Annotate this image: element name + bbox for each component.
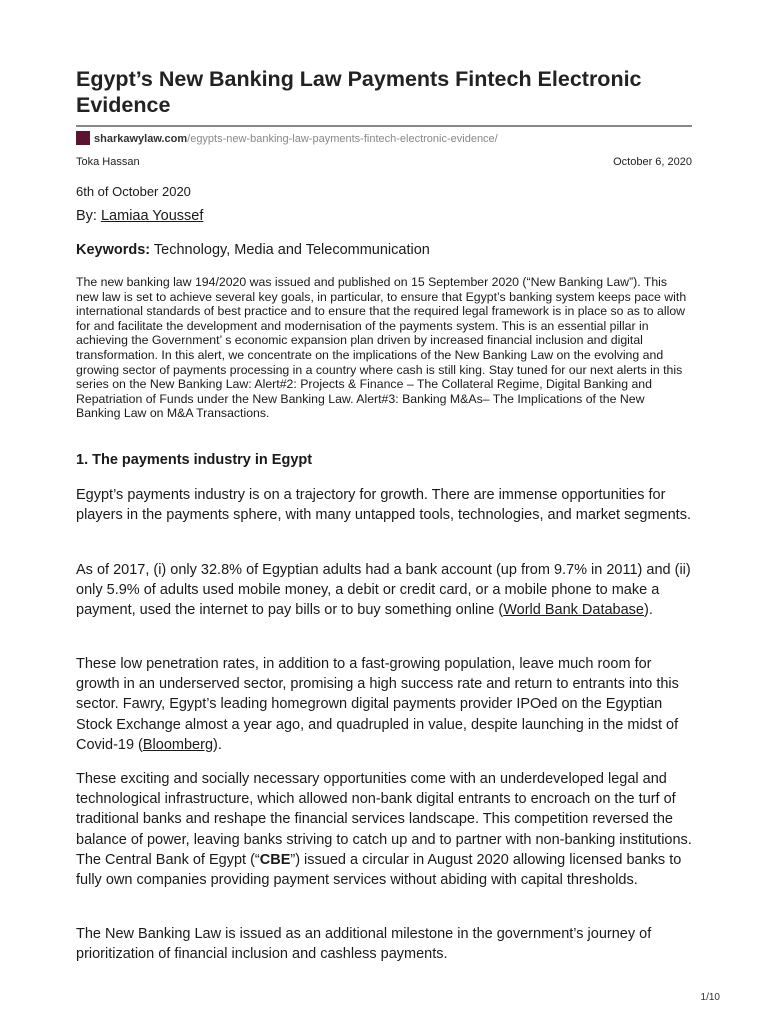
paragraph-2-end: ). [643, 602, 653, 619]
keywords-line [76, 240, 430, 260]
page-number: 1/10 [700, 992, 720, 1003]
world-bank-link[interactable]: World Bank Database [503, 602, 644, 619]
cbe-abbreviation: CBE [259, 851, 291, 868]
paragraph-4 [76, 769, 692, 890]
site-favicon-icon [76, 131, 90, 145]
paragraph-3-text: These low penetration rates, in addition to a fast-growing population, leave much room for growth in an underserved sector, promising a high success rate and return to entrants into this sector. Fawry, Egypt’s leading homegrown digital payments provider IPOed on the Egyptian Stock Exchange almost a year ago, and quadrupled in value, despite launching in the midst of Covid-19 ( [76, 656, 679, 753]
byline [76, 206, 203, 226]
paragraph-3-end: ). [213, 736, 222, 753]
source-domain: sharkawylaw.com [94, 133, 188, 145]
keywords-value: Technology, Media and Telecommunication [150, 242, 430, 258]
paragraph-3 [76, 654, 692, 755]
paragraph-4-text: These exciting and socially necessary opportunities come with an underdeveloped legal and technological infrastructure, which allowed non-bank digital entrants to encroach on the turf of traditional banks and reshape the financial services landscape. This competition reversed the balance of power, leaving banks striving to catch up and to partner with non-banking institutions. The Central Bank of Egypt (“ [76, 771, 692, 868]
paragraph-2-text: As of 2017, (i) only 32.8% of Egyptian adults had a bank account (up from 9.7% in 2011) and (ii) only 5.9% of adults used mobile money, a debit or credit card, or a mobile phone to make a payment, used the internet to pay bills or to buy something online ( [76, 562, 691, 619]
paragraph-4-end: ”) issued a circular in August 2020 allowing licensed banks to fully own companies providing payment services without abiding with capital thresholds. [76, 851, 682, 889]
article-title: Egypt’s New Banking Law Payments Fintech Electronic Evidence [76, 67, 642, 117]
source-path: /egypts-new-banking-law-payments-fintech-electronic-evidence/ [187, 133, 498, 145]
byline-author-link[interactable]: Lamiaa Youssef [100, 208, 204, 224]
source-url[interactable] [76, 131, 498, 147]
bloomberg-link[interactable]: Bloomberg [142, 736, 214, 753]
intro-paragraph: The new banking law 194/2020 was issued and published on 15 September 2020 (“New Banking Law”). This new law is set to achieve several key goals, in particular, to ensure that Egypt’s banking system keeps pace with international standards of best practice and to ensure that the required legal framework is in place so as to allow for and facilitate the development and modernisation of the payments system. This is an essential pillar in achieving the Government’ s economic expansion plan driven by increased financial inclusion and digital transformation. In this alert, we concentrate on the implications of the New Banking Law on the evolving and growing sector of payments processing in a country where cash is still king. Stay tuned for our next alerts in this series on the New Banking Law: Alert#2: Projects & Finance – The Collateral Regime, Digital Banking and Repatriation of Funds under the New Banking Law. Alert#3: Banking M&As– The Implications of the New Banking Law on M&A Transactions. [76, 275, 687, 421]
article-meta [76, 154, 692, 170]
paragraph-2 [76, 560, 692, 621]
meta-date: October 6, 2020 [613, 156, 692, 168]
paragraph-1: Egypt’s payments industry is on a trajectory for growth. There are immense opportunities for players in the payments sphere, with many untapped tools, technologies, and market segments. [76, 487, 691, 524]
paragraph-5: The New Banking Law is issued as an additional milestone in the government’s journey of prioritization of financial inclusion and cashless payments. [76, 926, 652, 963]
meta-author: Toka Hassan [76, 156, 140, 168]
byline-prefix: By: [76, 208, 101, 224]
date-line: 6th of October 2020 [76, 184, 191, 199]
section-heading: 1. The payments industry in Egypt [76, 452, 313, 468]
keywords-label: Keywords: [76, 242, 151, 258]
title-divider [76, 125, 692, 127]
